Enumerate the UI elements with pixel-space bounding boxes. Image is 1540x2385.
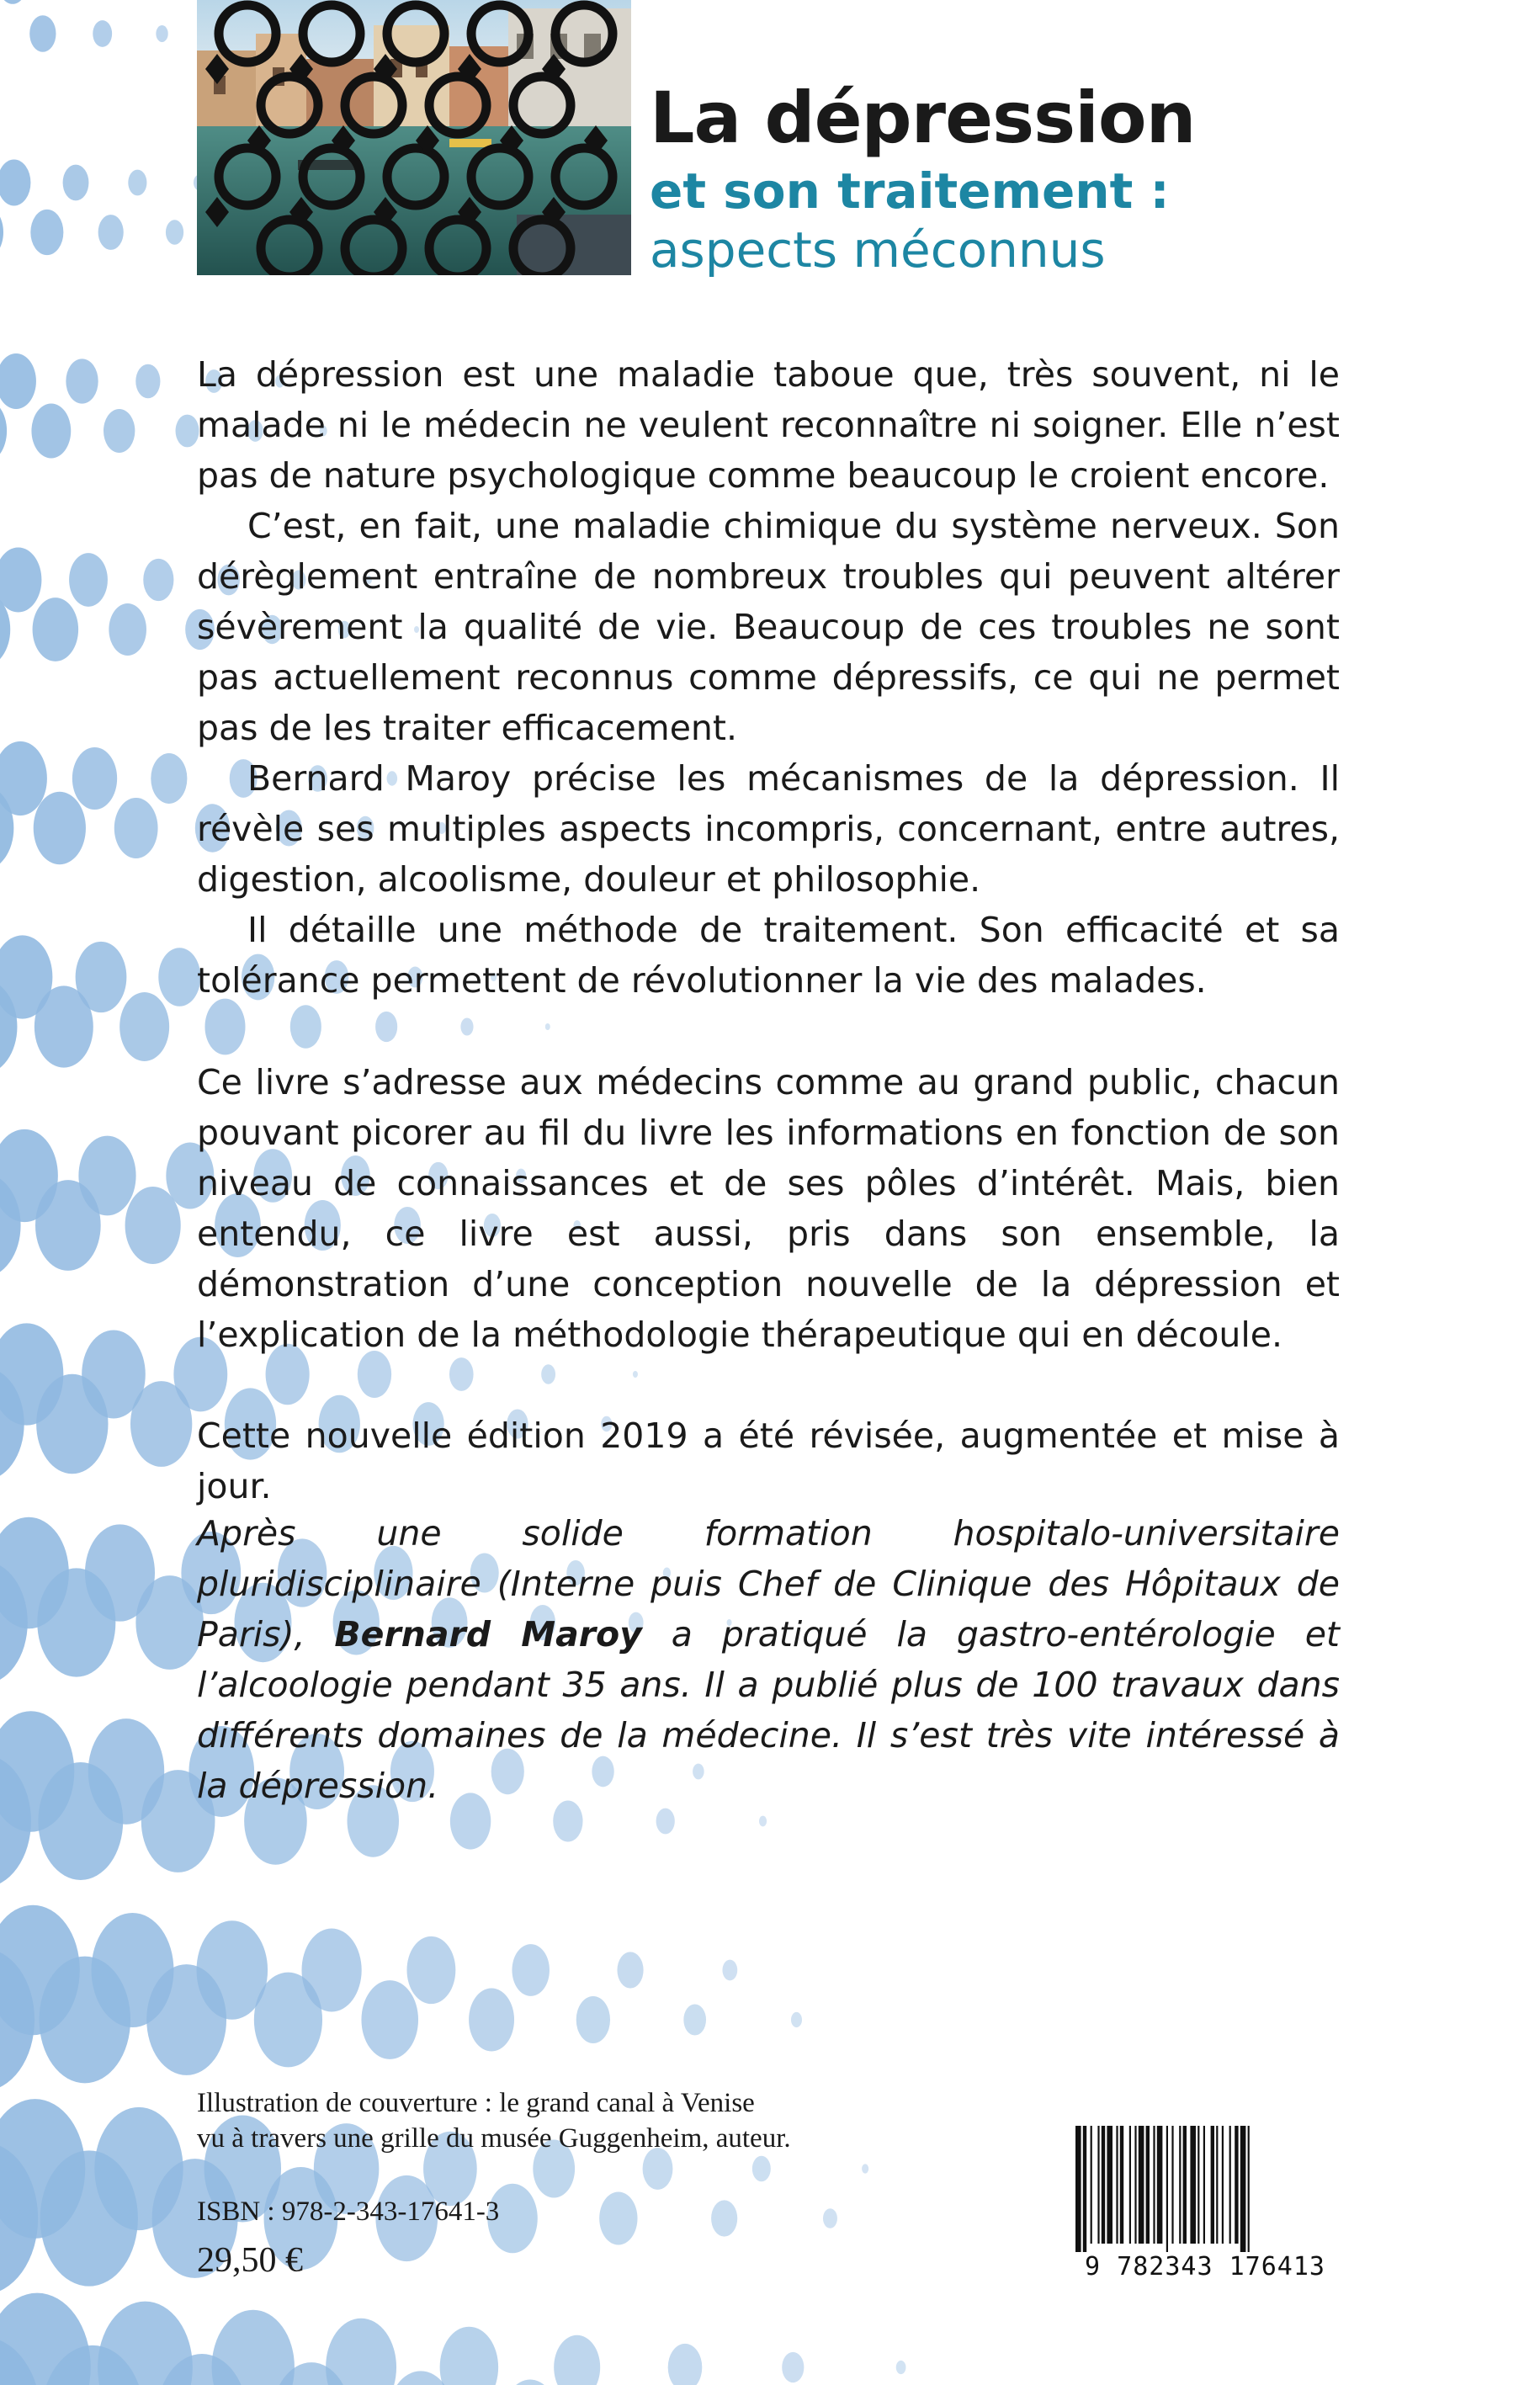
barcode-bar xyxy=(1222,2126,1224,2244)
credit-line: Illustration de couverture : le grand canal à Venise xyxy=(197,2088,755,2118)
barcode-bar xyxy=(1183,2126,1187,2244)
barcode-bar xyxy=(1179,2126,1181,2244)
edition-note xyxy=(197,1410,1340,1511)
barcode-bar xyxy=(1083,2126,1086,2252)
audience-text xyxy=(197,1057,1340,1360)
barcode-bar xyxy=(1197,2126,1199,2244)
barcode-bar xyxy=(1240,2126,1246,2252)
summary-paragraph: Il détaille une méthode de traitement. Son efficacité et sa tolérance permettent de révolutionner la vie des malades. xyxy=(197,910,1340,1001)
barcode-bar xyxy=(1190,2126,1196,2244)
cover-photo xyxy=(197,0,631,275)
isbn: ISBN : 978-2-343-17641-3 xyxy=(197,2196,500,2227)
barcode-bar xyxy=(1116,2126,1118,2244)
barcode-bar xyxy=(1120,2126,1123,2244)
barcode-bar xyxy=(1075,2126,1081,2252)
barcode-bar xyxy=(1097,2126,1099,2244)
barcode-bar xyxy=(1203,2126,1205,2244)
barcode-bar xyxy=(1211,2126,1214,2244)
audience-paragraph: Ce livre s’adresse aux médecins comme au grand public, chacun pouvant picorer au fil du livre les informations en fonction de son niveau de connaissances et de ses pôles d’intérêt. Mais, bien entendu, ce livre est aussi, pris dans son ensemble, la démonstration d’une conception nouvelle de la dépression et l’explication de la méthodologie thérapeutique qui en découle. xyxy=(197,1062,1340,1355)
barcode-bar xyxy=(1146,2126,1150,2244)
barcode-bars xyxy=(1069,2126,1340,2252)
barcode-bar xyxy=(1153,2126,1155,2244)
barcode-bar xyxy=(1235,2126,1238,2244)
edition-paragraph: Cette nouvelle édition 2019 a été révisée, augmentée et mise à jour. xyxy=(197,1416,1340,1506)
barcode-bar xyxy=(1129,2126,1131,2244)
price: 29,50 € xyxy=(197,2241,303,2280)
summary-paragraph: La dépression est une maladie taboue que, très souvent, ni le malade ni le médecin ne veulent reconnaître ni soigner. Elle n’est pas de nature psychologique comme beaucoup le croient encore. xyxy=(197,354,1340,496)
barcode-bar xyxy=(1107,2126,1113,2244)
book-subtitle-line1: et son traitement : xyxy=(650,162,1170,220)
barcode-bar xyxy=(1157,2126,1163,2244)
barcode-digits: 9 782343 176413 xyxy=(1062,2252,1348,2281)
author-bio-rest: a pratiqué la gastro-entérologie et l’alcoologie pendant 35 ans. Il a publié plus de 100 travaux dans différents domaines de la médecine. Il s’est très vite intéressé à la dépression. xyxy=(197,1614,1340,1806)
author-bio xyxy=(197,1508,1340,1811)
illustration-credit xyxy=(197,2085,791,2156)
barcode-bar xyxy=(1166,2126,1168,2252)
summary-paragraph: C’est, en fait, une maladie chimique du système nerveux. Son dérèglement entraîne de nombreux troubles qui peuvent altérer sévèrement la qualité de vie. Beaucoup de ces troubles ne sont pas actuellement reconnus comme dépressifs, ce qui ne permet pas de les traiter efficacement. xyxy=(197,506,1340,748)
summary-text xyxy=(197,349,1340,1006)
summary-paragraph: Bernard Maroy précise les mécanismes de la dépression. Il révèle ses multiples aspects incompris, concernant, entre autres, digestion, alcoolisme, douleur et philosophie. xyxy=(197,758,1340,900)
barcode-bar xyxy=(1216,2126,1218,2244)
author-bio-intro: Après une solide formation hospitalo-universitaire pluridisciplinaire (Interne puis Chef de Clinique des Hôpitaux de Paris), xyxy=(197,1513,1340,1655)
barcode-bar xyxy=(1091,2126,1092,2244)
barcode-bar xyxy=(1171,2126,1173,2244)
book-title: La dépression xyxy=(650,77,1196,159)
credit-line: vu à travers une grille du musée Guggenheim, auteur. xyxy=(197,2123,791,2154)
barcode-bar xyxy=(1102,2126,1105,2244)
barcode-bar xyxy=(1229,2126,1231,2244)
book-subtitle-line2: aspects méconnus xyxy=(650,221,1106,279)
barcode-bar xyxy=(1139,2126,1144,2244)
author-name: Bernard Maroy xyxy=(334,1614,642,1655)
barcode-bar xyxy=(1134,2126,1136,2244)
barcode-bar xyxy=(1248,2126,1250,2252)
